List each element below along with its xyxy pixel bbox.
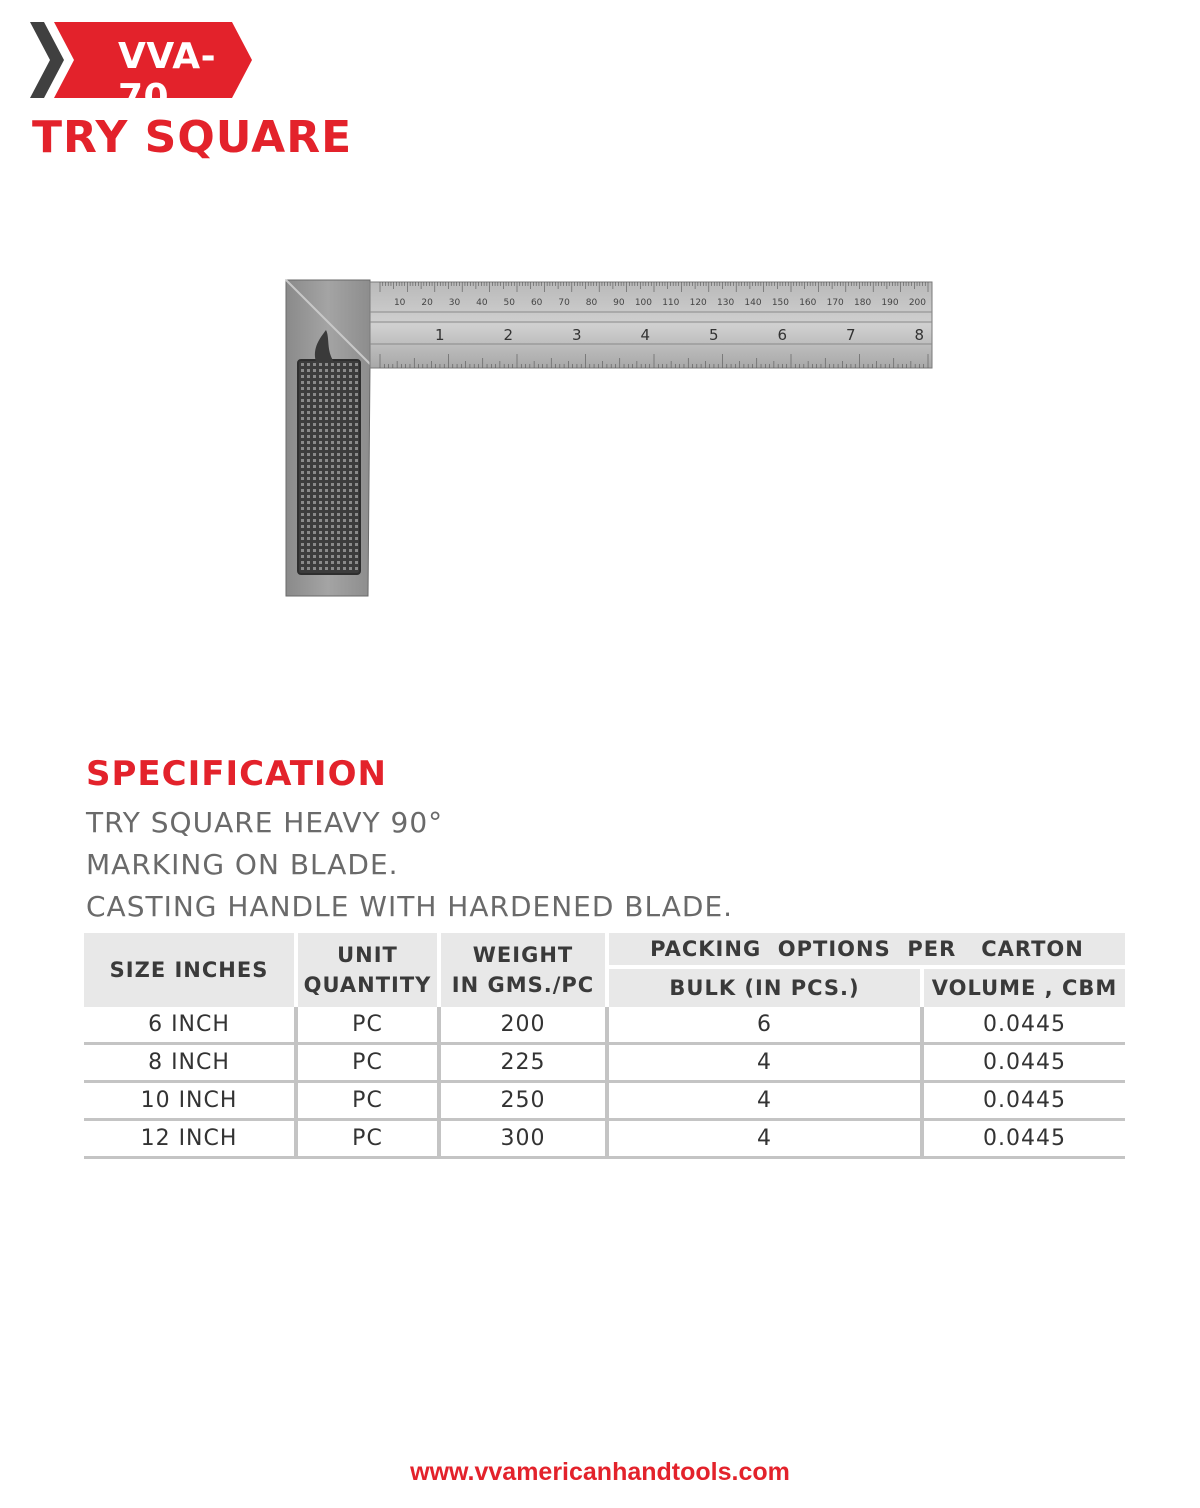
- specification-list: [86, 802, 733, 928]
- cell-weight: 250: [441, 1083, 609, 1121]
- ruler-cm-label: 80: [585, 298, 598, 308]
- product-title: TRY SQUARE: [32, 112, 353, 163]
- cell-weight: 225: [441, 1045, 609, 1083]
- header-unit-line2: QUANTITY: [303, 973, 432, 997]
- ruler-cm-label: 100: [634, 298, 652, 308]
- ruler-inch-label: 1: [434, 326, 445, 344]
- ruler-cm-label: 30: [448, 298, 461, 308]
- cell-volume: 0.0445: [924, 1083, 1125, 1121]
- ruler-cm-label: 130: [717, 298, 735, 308]
- ruler-cm-label: 40: [476, 298, 488, 308]
- spec-line: MARKING ON BLADE.: [86, 848, 399, 881]
- cell-bulk: 6: [609, 1007, 924, 1045]
- ruler-cm-label: 200: [908, 298, 926, 308]
- cell-volume: 0.0445: [924, 1045, 1125, 1083]
- header-unit-quantity: [298, 933, 441, 1007]
- cell-volume: 0.0445: [924, 1007, 1125, 1045]
- ruler-inch-label: 2: [503, 326, 513, 344]
- ruler-cm-label: 150: [771, 298, 789, 308]
- product-code-badge: [30, 22, 260, 118]
- ruler-cm-label: 140: [744, 298, 762, 308]
- ruler-cm-label: 90: [613, 298, 625, 308]
- cell-unit: PC: [298, 1121, 441, 1159]
- ruler-cm-label: 10: [393, 298, 406, 308]
- specification-table: [84, 933, 1125, 1159]
- ruler-cm-label: 190: [881, 298, 899, 308]
- ruler-inch-label: 5: [708, 326, 719, 344]
- table-row: [84, 1121, 1125, 1159]
- ruler-inch-label: 7: [845, 326, 856, 344]
- ruler-cm-label: 60: [530, 298, 543, 308]
- cell-unit: PC: [298, 1007, 441, 1045]
- cell-size: 6 INCH: [84, 1007, 298, 1045]
- ruler-cm-label: 160: [799, 298, 817, 308]
- ruler-inch-label: 4: [640, 326, 650, 344]
- cell-unit: PC: [298, 1083, 441, 1121]
- ruler-cm-label: 70: [558, 298, 570, 308]
- cell-size: 8 INCH: [84, 1045, 298, 1083]
- header-unit-line1: UNIT: [337, 943, 398, 967]
- cell-bulk: 4: [609, 1045, 924, 1083]
- specification-heading: SPECIFICATION: [86, 754, 387, 794]
- spec-line: TRY SQUARE HEAVY 90°: [86, 806, 444, 839]
- cell-bulk: 4: [609, 1083, 924, 1121]
- cell-size: 12 INCH: [84, 1121, 298, 1159]
- header-volume: VOLUME , CBM: [924, 969, 1125, 1007]
- ruler-cm-label: 20: [421, 298, 433, 308]
- cell-size: 10 INCH: [84, 1083, 298, 1121]
- ruler-cm-label: 180: [854, 298, 872, 308]
- cell-weight: 200: [441, 1007, 609, 1045]
- ruler-cm-label: 170: [826, 298, 844, 308]
- header-weight-line2: IN GMS./PC: [451, 973, 595, 997]
- header-size: SIZE INCHES: [84, 933, 298, 1007]
- table-row: [84, 1083, 1125, 1121]
- cell-unit: PC: [298, 1045, 441, 1083]
- header-weight: [441, 933, 609, 1007]
- header-weight-line1: WEIGHT: [472, 943, 574, 967]
- ruler-inch-label: 6: [777, 326, 787, 344]
- website-link[interactable]: www.vvamericanhandtools.com: [410, 1458, 790, 1486]
- product-code: VVA-70: [118, 36, 217, 118]
- header-packing-options: PACKING OPTIONS PER CARTON: [609, 933, 1125, 969]
- ruler-inch-label: 3: [571, 326, 582, 344]
- cell-bulk: 4: [609, 1121, 924, 1159]
- table-row: [84, 1045, 1125, 1083]
- table-row: [84, 1007, 1125, 1045]
- ruler-cm-label: 120: [689, 298, 707, 308]
- cell-volume: 0.0445: [924, 1121, 1125, 1159]
- ruler-cm-label: 50: [503, 298, 515, 308]
- header-bulk: BULK (IN PCS.): [609, 969, 924, 1007]
- cell-weight: 300: [441, 1121, 609, 1159]
- spec-line: CASTING HANDLE WITH HARDENED BLADE.: [86, 890, 734, 923]
- try-square-image: [282, 278, 937, 600]
- ruler-cm-label: 110: [662, 298, 680, 308]
- ruler-inch-label: 8: [914, 326, 924, 344]
